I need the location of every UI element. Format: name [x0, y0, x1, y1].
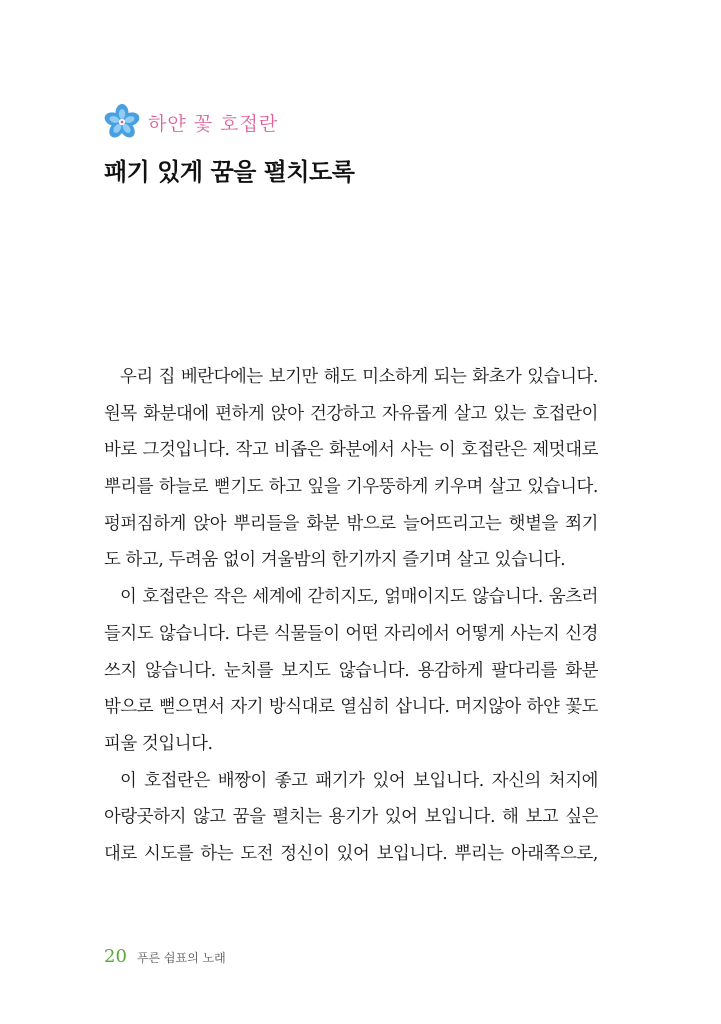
body-line: 이 호접란은 작은 세계에 갇히지도, 얽매이지도 않습니다. 움츠러 [120, 587, 598, 608]
body-line: 이 호접란은 배짱이 좋고 패기가 있어 보입니다. 자신의 처지에 [120, 770, 598, 791]
body-line: 쓰지 않습니다. 눈치를 보지도 않습니다. 용감하게 팔다리를 화분 [104, 660, 598, 681]
book-title: 푸른 쉼표의 노래 [136, 951, 226, 965]
body-line: 바로 그것입니다. 작고 비좁은 화분에서 사는 이 호접란은 제멋대로 [104, 440, 598, 461]
body-line: 아랑곳하지 않고 꿈을 펼치는 용기가 있어 보입니다. 해 보고 싶은 [104, 807, 598, 828]
body-line: 원목 화분대에 편하게 앉아 건강하고 자유롭게 살고 있는 호접란이 [104, 403, 598, 424]
body-line: 펑퍼짐하게 앉아 뿌리들을 화분 밖으로 늘어뜨리고는 햇볕을 쬐기 [104, 513, 598, 534]
section-header [104, 104, 278, 140]
body-line: 밖으로 뻗으면서 자기 방식대로 열심히 삽니다. 머지않아 하얀 꽃도 [104, 697, 598, 718]
body-text [104, 359, 598, 873]
body-line: 우리 집 베란다에는 보기만 해도 미소하게 되는 화초가 있습니다. [120, 367, 598, 387]
page-number: 20 [104, 946, 127, 967]
section-label: 하얀 꽃 호접란 [148, 112, 279, 135]
body-line: 피울 것입니다. [104, 733, 213, 754]
body-line: 뿌리를 하늘로 뻗기도 하고 잎을 기우뚱하게 키우며 살고 있습니다. [104, 477, 598, 498]
body-line: 들지도 않습니다. 다른 식물들이 어떤 자리에서 어떻게 사는지 신경 [104, 623, 598, 644]
body-line: 도 하고, 두려움 없이 겨울밤의 한기까지 즐기며 살고 있습니다. [104, 550, 566, 571]
page-footer [104, 946, 226, 967]
body-line: 대로 시도를 하는 도전 정신이 있어 보입니다. 뿌리는 아래쪽으로, [104, 843, 598, 864]
flower-icon [104, 104, 140, 140]
page-title: 패기 있게 꿈을 펼치도록 [104, 158, 355, 186]
